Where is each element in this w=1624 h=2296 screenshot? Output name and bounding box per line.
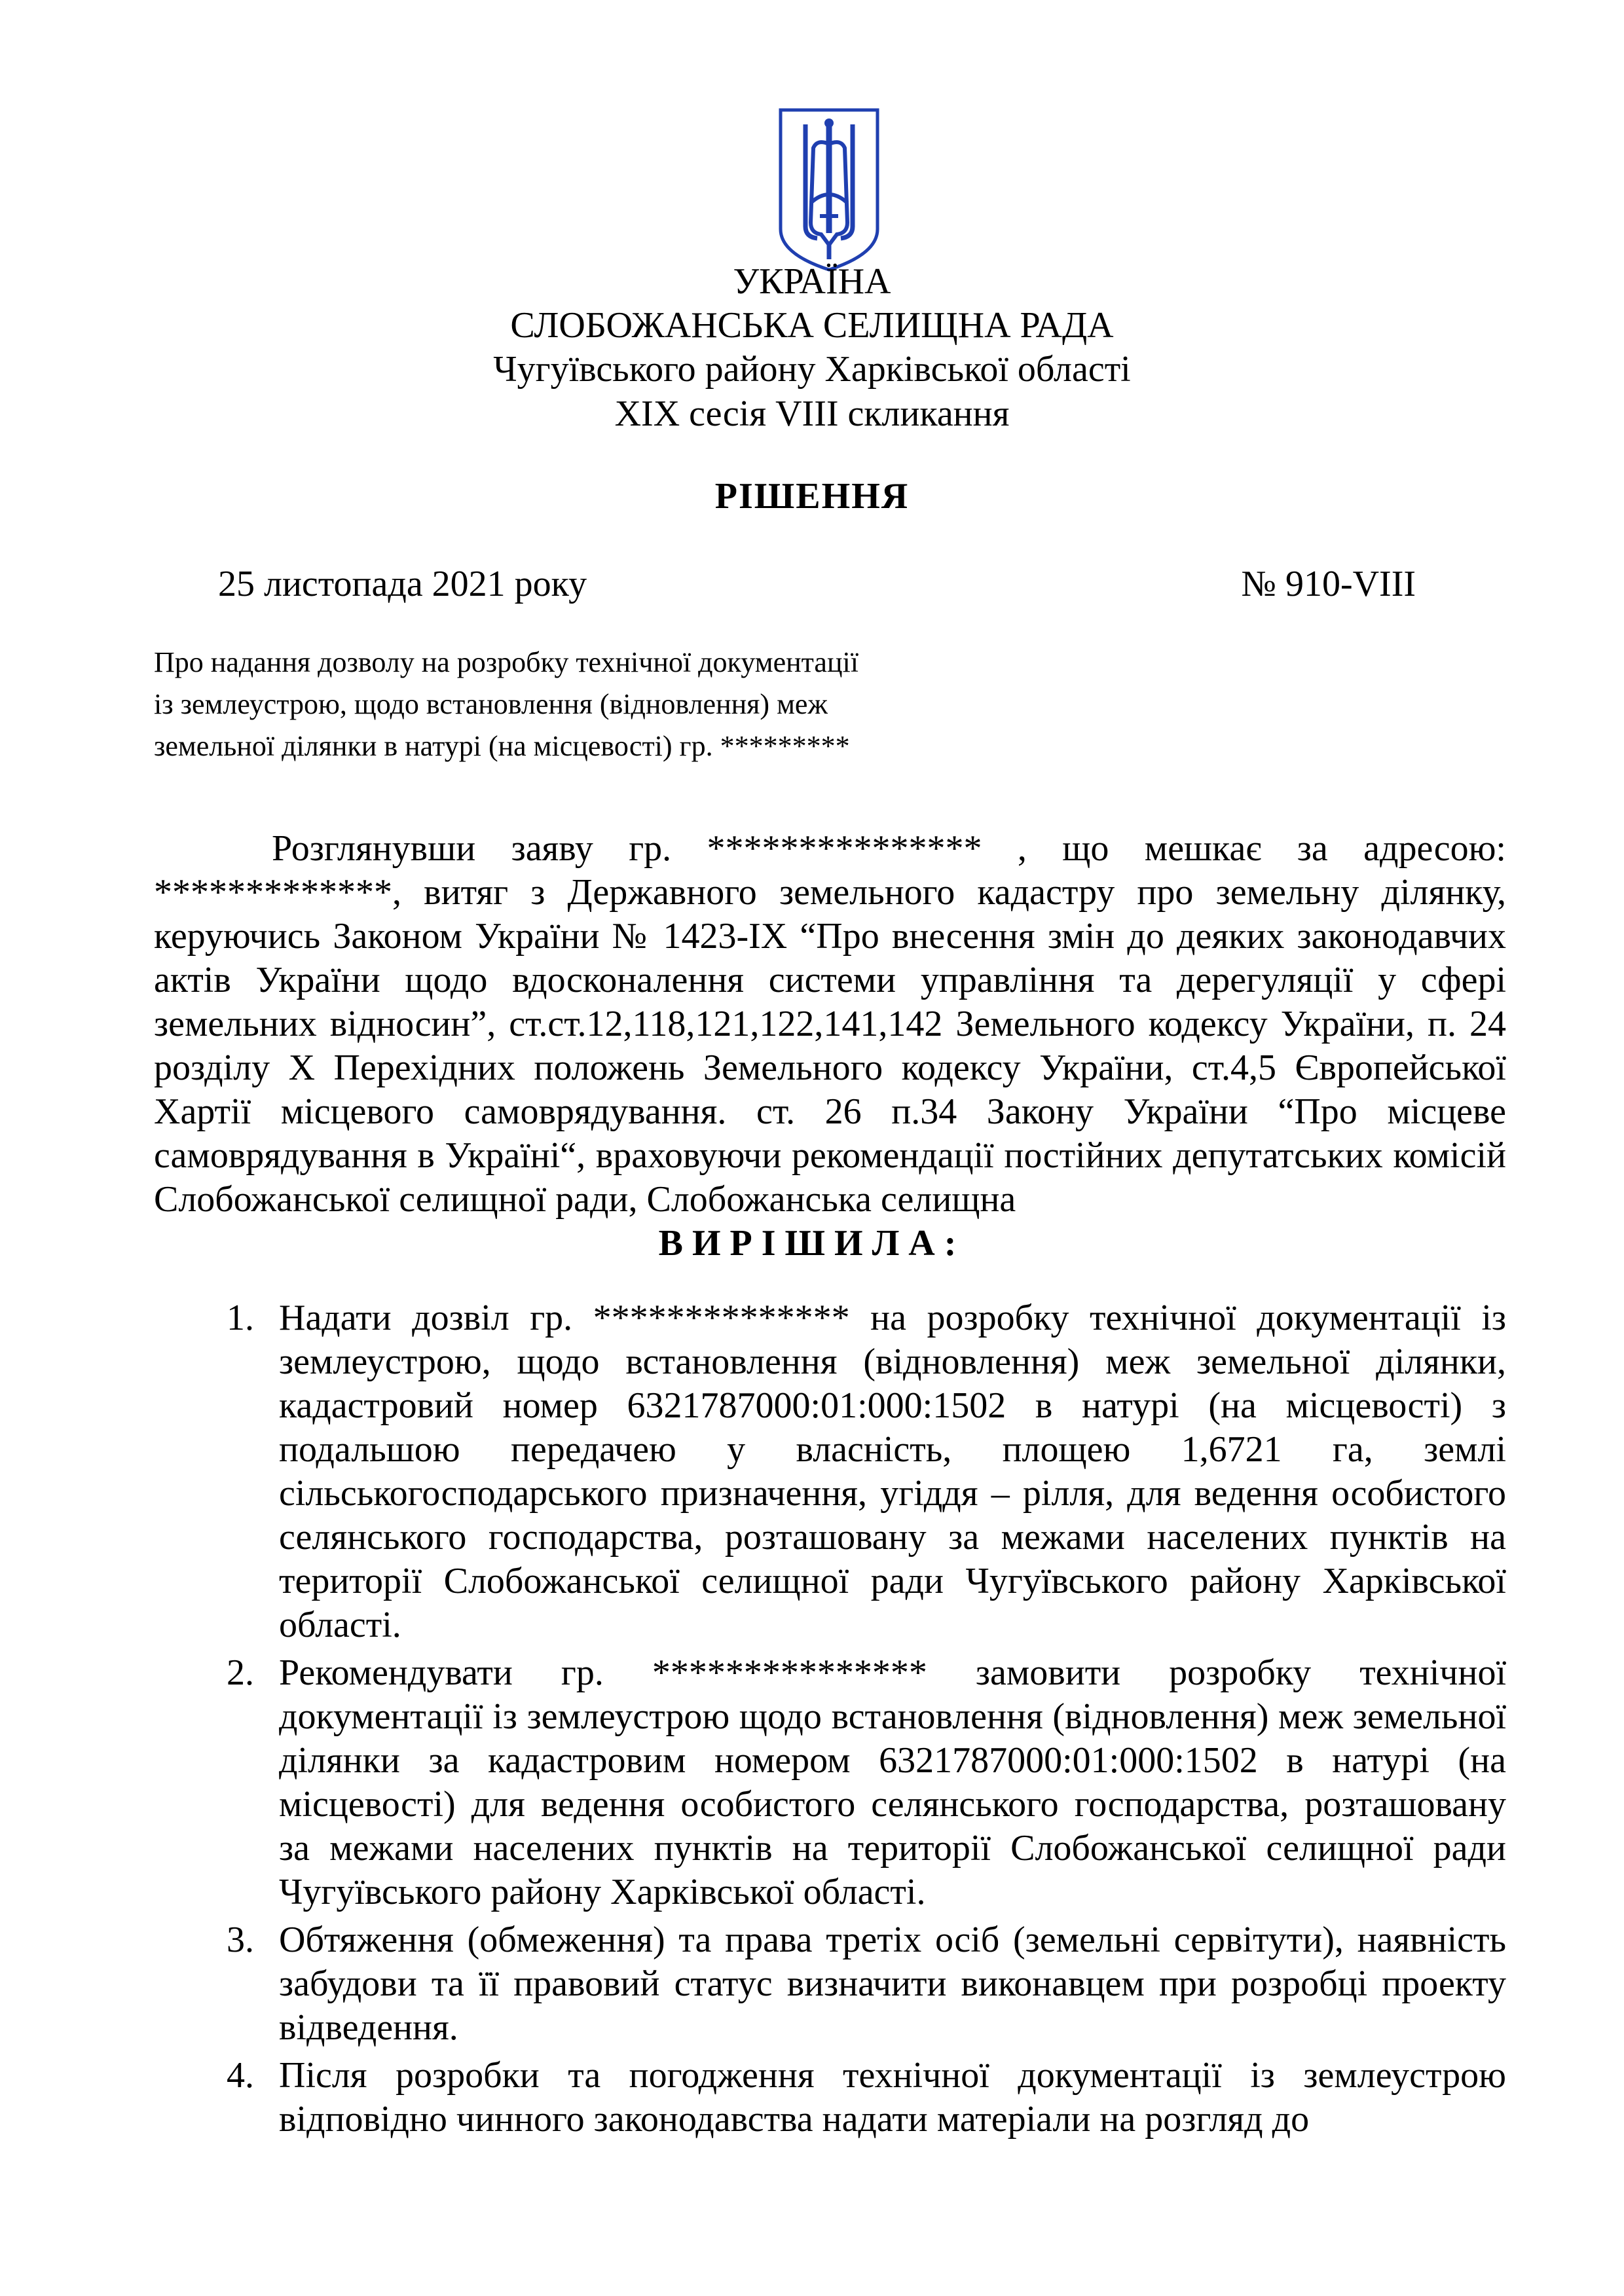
coat-of-arms-emblem: [777, 105, 881, 275]
decision-item-text: Рекомендувати гр. *************** замовити розробку технічної документації із землеустрою щодо встановлення (відновлення) меж земельної ділянки за кадастровим номером 6321787000:01:000:1502 в натурі (на місцевості) для ведення особистого селянського господарства, розташовану за межами населених пунктів на території Слобожанської селищної ради Чугуївського району Харківської області.: [279, 1652, 1506, 1912]
decision-item-text: Обтяження (обмеження) та права третіх осіб (земельні сервітути), наявність забудови та її правовий статус визначити виконавцем при розробці проекту відведення.: [279, 1920, 1506, 2048]
document-title: РІШЕННЯ: [714, 476, 910, 517]
decision-item: [227, 1296, 1506, 1647]
decision-item-number: 2.: [227, 1652, 254, 1693]
decision-number: № 910-VIII: [1241, 564, 1416, 604]
resolved-heading: ВИРІШИЛА:: [658, 1223, 966, 1264]
header-country: УКРАЇНА: [733, 261, 891, 302]
preamble-paragraph: Розглянувши заяву гр. *************** , що мешкає за адресою: *************, витяг з Державного земельного кадастру про земельну ділянку, керуючись Законом України № 1423-IX “Про внесення змін до деяких законодавчих актів України щодо вдосконалення системи управління та дерегуляції у сфері земельних відносин”, ст.ст.12,118,121,122,141,142 Земельного кодексу України, п. 24 розділу X Перехідних положень Земельного кодексу України, ст.4,5 Європейської Хартії місцевого самоврядування. ст. 26 п.34 Закону України “Про місцеве самоврядування в Україні“, враховуючи рекомендації постійних депутатських комісій Слобожанської селищної ради, Слобожанська селищна: [154, 828, 1506, 1220]
header-council: СЛОБОЖАНСЬКА СЕЛИЩНА РАДА: [510, 305, 1114, 346]
decision-list: [0, 1296, 1624, 2145]
decision-item: [227, 1918, 1506, 2050]
decision-date: 25 листопада 2021 року: [218, 564, 587, 604]
decision-item: [227, 2054, 1506, 2141]
decision-item: [227, 1651, 1506, 1914]
header-session: XIX сесія VIII скликання: [614, 393, 1010, 434]
decision-subject: Про надання дозволу на розробку технічної документації із землеустрою, щодо встановлення (відновлення) меж земельної ділянки в натурі (на місцевості) гр. *********: [154, 646, 858, 762]
decision-item-number: 4.: [227, 2055, 254, 2096]
decision-item-number: 3.: [227, 1920, 254, 1960]
header-district: Чугуївського району Харківської області: [493, 349, 1131, 390]
decision-item-text: Надати дозвіл гр. ************** на розробку технічної документації із землеустрою, щодо встановлення (відновлення) меж земельної ділянки, кадастровий номер 6321787000:01:000:1502 в натурі (на місцевості) з подальшою передачею у власність, площею 1,6721 га, землі сільськогосподарського призначення, угіддя – рілля, для ведення особистого селянського господарства, розташовану за межами населених пунктів на території Слобожанської селищної ради Чугуївського району Харківської області.: [279, 1298, 1506, 1645]
decision-item-text: Після розробки та погодження технічної документації із землеустрою відповідно чинного законодавства надати матеріали на розгляд до: [279, 2055, 1506, 2140]
decision-item-number: 1.: [227, 1298, 254, 1338]
